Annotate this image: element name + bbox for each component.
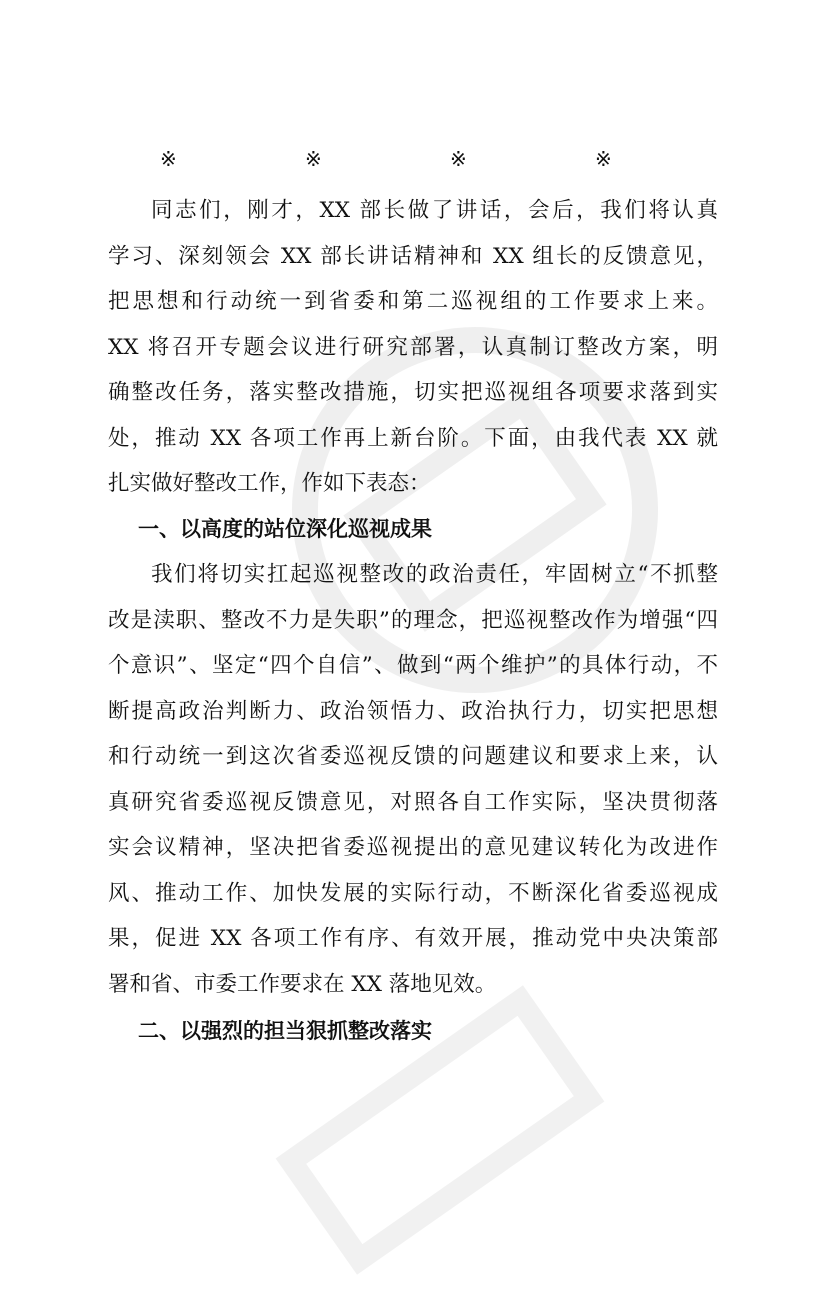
paragraph-line: 真研究省委巡视反馈意见，对照各自工作实际，坚决贯彻落 — [108, 789, 718, 815]
paragraph-line: 实会议精神，坚决把省委巡视提出的意见建议转化为改进作 — [108, 835, 718, 860]
paragraph-line: 同志们，刚才，XX 部长做了讲话，会后，我们将认真 — [151, 198, 718, 223]
paragraph-line: XX 将召开专题会议进行研究部署，认真制订整改方案，明 — [108, 334, 718, 360]
section-1-paragraph — [108, 552, 718, 1007]
intro-paragraph — [108, 188, 718, 507]
paragraph-line: 处，推动 XX 各项工作再上新台阶。下面，由我代表 XX 就 — [108, 425, 718, 451]
separator-mark: ※ — [450, 147, 467, 171]
document-body — [108, 188, 718, 1055]
separator-mark: ※ — [305, 147, 322, 171]
paragraph-line: 我们将切实扛起巡视整改的政治责任，牢固树立“不抓整 — [151, 562, 718, 587]
paragraph-line: 扎实做好整改工作，作如下表态： — [108, 471, 431, 496]
section-heading-1: 一、以高度的站位深化巡视成果 — [138, 516, 432, 541]
paragraph-line: 改是渎职、整改不力是失职”的理念，把巡视整改作为增强“四 — [108, 607, 718, 633]
paragraph-line: 个意识”、坚定“四个自信”、做到“两个维护”的具体行动，不 — [108, 653, 718, 678]
paragraph-line: 和行动统一到这次省委巡视反馈的问题建议和要求上来，认 — [108, 744, 718, 769]
paragraph-line: 署和省、市委工作要求在 XX 落地见效。 — [108, 971, 497, 997]
paragraph-line: 把思想和行动统一到省委和第二巡视组的工作要求上来。 — [108, 289, 718, 314]
separator-mark: ※ — [160, 147, 177, 171]
separator-mark: ※ — [595, 147, 612, 171]
paragraph-line: 断提高政治判断力、政治领悟力、政治执行力，切实把思想 — [108, 698, 718, 724]
paragraph-line: 果，促进 XX 各项工作有序、有效开展，推动党中央决策部 — [108, 926, 718, 951]
paragraph-line: 风、推动工作、加快发展的实际行动，不断深化省委巡视成 — [108, 880, 718, 906]
paragraph-line: 学习、深刻领会 XX 部长讲话精神和 XX 组长的反馈意见， — [108, 243, 718, 269]
section-heading-2: 二、以强烈的担当狠抓整改落实 — [138, 1019, 432, 1043]
section-separator — [0, 143, 830, 175]
paragraph-line: 确整改任务，落实整改措施，切实把巡视组各项要求落到实 — [108, 380, 718, 405]
